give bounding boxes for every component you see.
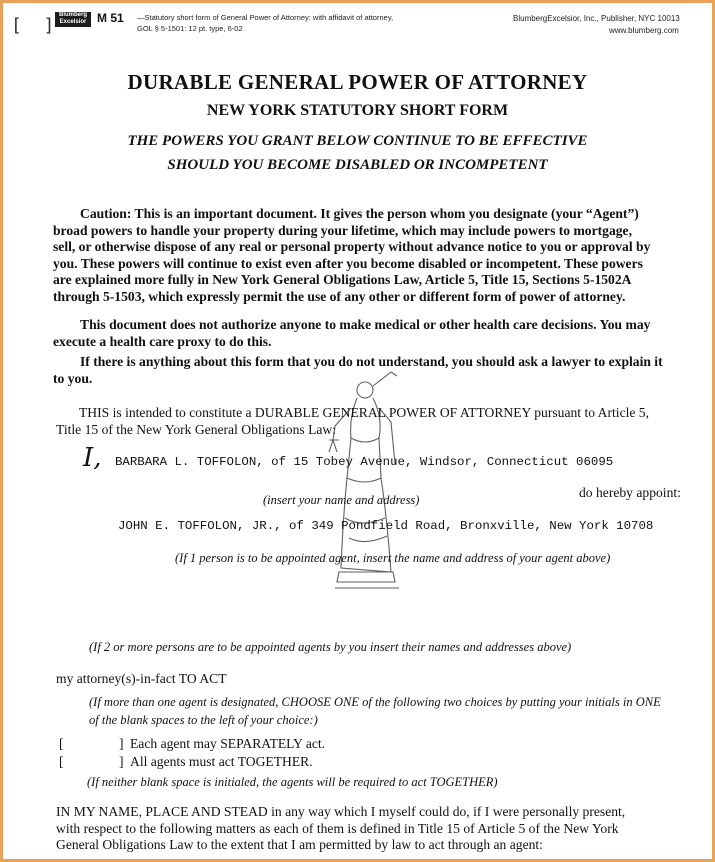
caution-line: broad powers to handle your property during your lifetime, which may include powers to mortgage, [53, 222, 632, 238]
form-description: —Statutory short form of General Power of Attorney: with affidavit of attorney, GOL § 5-1501: 12 pt. type, 6-02 [137, 13, 394, 33]
agent-name-address: JOHN E. TOFFOLON, JR., of 349 Pondfield Road, Bronxville, New York 10708 [118, 519, 654, 533]
initials-blank-1-open[interactable]: [ [59, 736, 64, 751]
closing-paragraph [56, 804, 708, 854]
lawyer-line: to you. [53, 370, 93, 386]
initials-blank-2-open[interactable]: [ [59, 754, 64, 769]
closing-line: General Obligations Law to the extent that I am permitted by law to act through an agent: [56, 837, 543, 852]
choose-line: of the blank spaces to the left of your choice:) [89, 713, 318, 727]
intent-line: THIS is intended to constitute a DURABLE GENERAL POWER OF ATTORNEY pursuant to Article 5, [79, 405, 650, 420]
caution-paragraph [53, 206, 703, 306]
medical-paragraph [53, 317, 703, 350]
agent-note: (If 1 person is to be appointed agent, insert the name and address of your agent above) [175, 551, 611, 565]
form-number: M 51 [97, 11, 124, 25]
principal-name-address: BARBARA L. TOFFOLON, of 15 Tobey Avenue, Windsor, Connecticut 06095 [115, 455, 614, 469]
lawyer-line: If there is anything about this form that you do not understand, you should ask a lawyer to explain it [80, 354, 663, 369]
initials-blank-1-close[interactable]: ] [119, 736, 124, 751]
document-title: DURABLE GENERAL POWER OF ATTORNEY [127, 70, 588, 94]
document-subtitle: NEW YORK STATUTORY SHORT FORM [206, 102, 509, 119]
closing-line: IN MY NAME, PLACE AND STEAD in any way which I myself could do, if I were personally present, [56, 804, 626, 819]
neither-note: (If neither blank space is initialed, the agents will be required to act TOGETHER) [87, 775, 498, 789]
caution-line: sell, or otherwise dispose of any real or personal property without advance notice to you or approval by [53, 239, 651, 255]
publisher-line: BlumbergExcelsior, Inc., Publisher, NYC 10013 [513, 14, 680, 23]
appoint-text: do hereby appoint: [579, 485, 681, 500]
caution-line: you. These powers will continue to exist even after you become disabled or incompetent. These powers [53, 255, 643, 271]
choose-line: (If more than one agent is designated, CHOOSE ONE of the following two choices by putting your initials in ONE [89, 695, 661, 709]
principal-note: (insert your name and address) [263, 493, 420, 507]
notice-line-1: THE POWERS YOU GRANT BELOW CONTINUE TO BE EFFECTIVE [127, 133, 588, 149]
corner-bracket-icon: [ ] [11, 15, 55, 36]
initials-blank-2-close[interactable]: ] [119, 754, 124, 769]
publisher-website: www.blumberg.com [609, 26, 679, 35]
caution-line: are explained more fully in New York General Obligations Law, Article 5, Title 15, Sections 5-1502A [53, 272, 632, 288]
medical-line: execute a health care proxy to do this. [53, 333, 272, 349]
choose-instructions [89, 693, 689, 729]
intent-line: Title 15 of the New York General Obligations Law: [56, 422, 337, 437]
caution-line: through 5-1503, which expressly permit the use of any other or different form of power of attorney. [53, 288, 626, 304]
publisher-logo-icon [55, 12, 91, 27]
logo-text: Blumberg Excelsior [58, 12, 87, 25]
principal-prefix: I, [83, 443, 102, 473]
closing-line: with respect to the following matters as each of them is defined in Title 15 of Article 5 of the New York [56, 820, 619, 836]
caution-line: Caution: This is an important document. It gives the person whom you designate (your “Agent”) [80, 206, 639, 221]
medical-line: This document does not authorize anyone to make medical or other health care decisions. You may [80, 317, 651, 332]
multi-agent-note: (If 2 or more persons are to be appointed agents by you insert their names and addresses above) [89, 640, 572, 654]
attorney-in-fact-label: my attorney(s)-in-fact TO ACT [56, 671, 227, 686]
intent-paragraph [56, 404, 708, 438]
choice-separately: Each agent may SEPARATELY act. [130, 736, 326, 751]
choice-together: All agents must act TOGETHER. [130, 754, 313, 769]
document-page [3, 3, 712, 859]
notice-line-2: SHOULD YOU BECOME DISABLED OR INCOMPETENT [167, 157, 548, 173]
